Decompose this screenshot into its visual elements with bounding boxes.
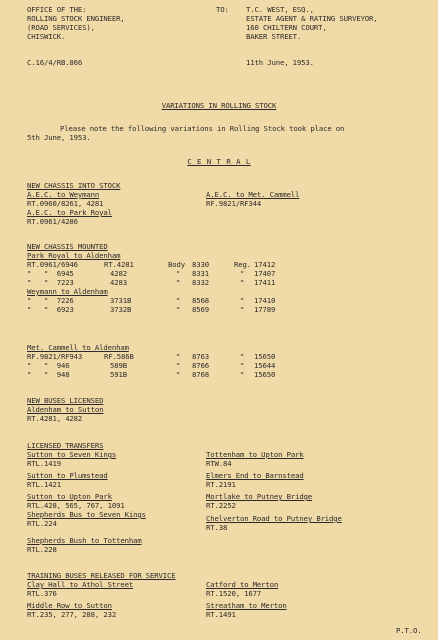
mounted-row-3-fleet: 4283 [110, 278, 127, 287]
detail-chelverton-road-putney-bridge: RT.38 [206, 523, 228, 532]
mounted-row-1-reg: 17412 [254, 260, 276, 269]
route-weymann-aldenham: Weymann to Aldenham [27, 287, 108, 296]
detail-aec-weymann: RT.0960/8261, 4281 [27, 199, 104, 208]
route-park-royal-aldenham: Park Royal to Aldenham [27, 251, 121, 260]
mounted-row-4-reg: 17410 [254, 296, 276, 305]
detail-middle-row-sutton: RT.235, 277, 288, 232 [27, 610, 117, 619]
route-aec-weymann: A.E.C. to Weymann [27, 190, 100, 199]
mounted-row-6-chassis: RF.9821/RF943 [27, 352, 83, 361]
to-line-1: T.C. WEST, ESQ., [246, 5, 314, 14]
route-sutton-upton-park: Sutton to Upton Park [27, 492, 112, 501]
mounted-row-1-reg-label: Reg. [234, 260, 251, 269]
route-streatham-merton: Streatham to Merton [206, 601, 287, 610]
mounted-row-8-body-label: " [176, 370, 181, 379]
heading-new-buses-licensed: NEW BUSES LICENSED [27, 396, 104, 405]
route-middle-row-sutton: Middle Row to Sutton [27, 601, 112, 610]
mounted-row-8-reg-label: " [240, 370, 245, 379]
mounted-row-7-fleet: 589B [110, 361, 127, 370]
route-shepherds-bus-seven-kings: Shepherds Bus to Seven Kings [27, 510, 146, 519]
route-mortlake-putney-bridge: Mortlake to Putney Bridge [206, 492, 313, 501]
mounted-row-5-body-label: " [176, 305, 181, 314]
mounted-row-3-body: 8332 [192, 278, 209, 287]
page-turn-note: P.T.O. [396, 626, 422, 635]
to-line-3: 160 CHILTERN COURT, [246, 23, 327, 32]
document-title: VARIATIONS IN ROLLING STOCK [161, 101, 277, 110]
from-line-3: (ROAD SERVICES), [27, 23, 95, 32]
mounted-row-8-body: 8768 [192, 370, 209, 379]
mounted-row-2-body-label: " [176, 269, 181, 278]
heading-licensed-transfers: LICENSED TRANSFERS [27, 441, 104, 450]
mounted-row-2-body: 8331 [192, 269, 209, 278]
mounted-row-6-reg-label: " [240, 352, 245, 361]
mounted-row-1-chassis: RT.0961/6946 [27, 260, 78, 269]
mounted-row-2-fleet: 4282 [110, 269, 127, 278]
mounted-row-5-body: 8569 [192, 305, 209, 314]
from-line-1: OFFICE OF THE: [27, 5, 87, 14]
route-sutton-plumstead: Sutton to Plumstead [27, 471, 108, 480]
detail-mortlake-putney-bridge: RT.2252 [206, 501, 236, 510]
route-aldenham-sutton: Aldenham to Sutton [27, 405, 104, 414]
mounted-row-3-chassis: " " 7223 [27, 278, 74, 287]
route-tottenham-upton-park: Tottenham to Upton Park [206, 450, 304, 459]
mounted-row-8-fleet: 591B [110, 370, 127, 379]
mounted-row-7-reg: 15644 [254, 361, 276, 370]
mounted-row-2-chassis: " " 6945 [27, 269, 74, 278]
detail-sutton-plumstead: RTL.1421 [27, 480, 61, 489]
intro-line-2: 5th June, 1953. [27, 133, 91, 142]
detail-aldenham-sutton: RT.4281, 4282 [27, 414, 83, 423]
route-catford-merton: Catford to Merton [206, 580, 279, 589]
mounted-row-6-body-label: " [176, 352, 181, 361]
mounted-row-5-reg-label: " [240, 305, 245, 314]
reference-number: C.16/4/RB.866 [27, 58, 83, 67]
route-elmers-end-barnstead: Elmers End to Barnstead [206, 471, 304, 480]
mounted-row-1-fleet: RT.4281 [104, 260, 134, 269]
mounted-row-5-chassis: " " 6923 [27, 305, 74, 314]
detail-streatham-merton: RT.1491 [206, 610, 236, 619]
mounted-row-5-fleet: 3732B [110, 305, 132, 314]
mounted-row-1-body: 8330 [192, 260, 209, 269]
detail-shepherds-bush-tottenham: RTL.228 [27, 545, 57, 554]
detail-tottenham-upton-park: RTW.84 [206, 459, 232, 468]
mounted-row-3-body-label: " [176, 278, 181, 287]
mounted-row-3-reg-label: " [240, 278, 245, 287]
mounted-row-4-body: 8568 [192, 296, 209, 305]
mounted-row-8-reg: 15650 [254, 370, 276, 379]
mounted-row-7-body-label: " [176, 361, 181, 370]
detail-aec-park-royal: RT.0961/4286 [27, 217, 78, 226]
detail-elmers-end-barnstead: RT.2191 [206, 480, 236, 489]
section-heading-central: C E N T R A L [187, 157, 251, 166]
detail-catford-merton: RT.1520, 1677 [206, 589, 262, 598]
mounted-row-6-reg: 15650 [254, 352, 276, 361]
route-aec-met-cammell: A.E.C. to Met. Cammell [206, 190, 300, 199]
mounted-row-4-chassis: " " 7226 [27, 296, 74, 305]
letter-date: 11th June, 1953. [246, 58, 314, 67]
mounted-row-6-fleet: RF.586B [104, 352, 134, 361]
mounted-row-5-reg: 17789 [254, 305, 276, 314]
mounted-row-2-reg-label: " [240, 269, 245, 278]
detail-clay-hall-athol-street: RTL.376 [27, 589, 57, 598]
mounted-row-6-body: 8763 [192, 352, 209, 361]
route-chelverton-road-putney-bridge: Chelverton Road to Putney Bridge [206, 514, 342, 523]
mounted-row-7-reg-label: " [240, 361, 245, 370]
to-line-2: ESTATE AGENT & RATING SURVEYOR, [246, 14, 378, 23]
route-met-cammell-aldenham: Met. Cammell to Aldenham [27, 343, 129, 352]
route-aec-park-royal: A.E.C. to Park Royal [27, 208, 112, 217]
detail-shepherds-bus-seven-kings: RTL.224 [27, 519, 57, 528]
detail-sutton-seven-kings: RTL.1419 [27, 459, 61, 468]
mounted-row-4-body-label: " [176, 296, 181, 305]
mounted-row-4-fleet: 3731B [110, 296, 132, 305]
route-clay-hall-athol-street: Clay Hall to Athol Street [27, 580, 134, 589]
detail-aec-met-cammell: RF.9821/RF344 [206, 199, 262, 208]
route-sutton-seven-kings: Sutton to Seven Kings [27, 450, 117, 459]
route-shepherds-bush-tottenham: Shepherds Bush to Tottenham [27, 536, 142, 545]
mounted-row-4-reg-label: " [240, 296, 245, 305]
intro-line-1: Please note the following variations in Rolling Stock took place on [60, 124, 345, 133]
heading-new-chassis-into-stock: NEW CHASSIS INTO STOCK [27, 181, 121, 190]
from-line-2: ROLLING STOCK ENGINEER, [27, 14, 125, 23]
to-label: TO: [216, 5, 229, 14]
mounted-row-7-chassis: " " 946 [27, 361, 70, 370]
mounted-row-7-body: 8766 [192, 361, 209, 370]
detail-sutton-upton-park: RTL.428, 565, 767, 1091 [27, 501, 125, 510]
mounted-row-2-reg: 17407 [254, 269, 276, 278]
mounted-row-1-body-label: Body [168, 260, 185, 269]
mounted-row-3-reg: 17411 [254, 278, 276, 287]
mounted-row-8-chassis: " " 948 [27, 370, 70, 379]
from-line-4: CHISWICK. [27, 32, 66, 41]
heading-training-buses: TRAINING BUSES RELEASED FOR SERVICE [27, 571, 176, 580]
heading-new-chassis-mounted: NEW CHASSIS MOUNTED [27, 242, 108, 251]
to-line-4: BAKER STREET. [246, 32, 302, 41]
